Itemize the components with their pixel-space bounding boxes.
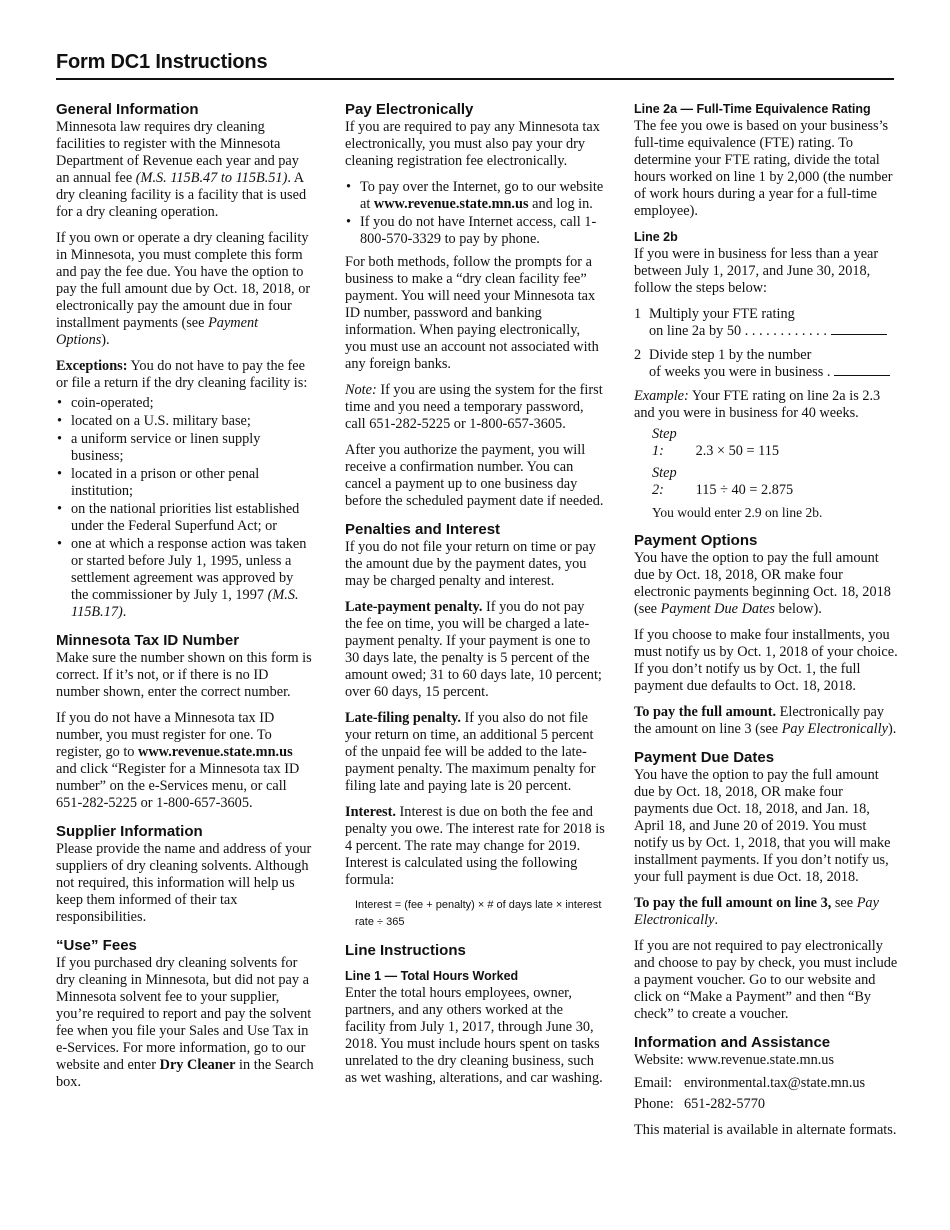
general-info-paragraph: Minnesota law requires dry cleaning facilities to register with the Minnesota Department of Revenue each year and pay an annual fee (M.S. 115B.47 to 115B.51). A dry cleaning facility is a facility that is used for a dry cleaning operation.: [56, 119, 307, 220]
general-info-option-paragraph: If you own or operate a dry cleaning facility in Minnesota, you must complete this form and pay the fee due. You have the option to pay the full amount due by Oct. 18, 2018, or electronically pay the amount due in four installment payments (see Payment Options).: [56, 230, 311, 348]
use-fees-paragraph: If you purchased dry cleaning solvents for dry cleaning in Minnesota, but did not pay a Minnesota solvent fee to your supplier, you’re required to report and pay the solvent fee when you file your Sales and Use Tax in e-Services. For more information, go to our website and enter Dry Cleaner in the Search box.: [56, 955, 314, 1090]
website-row: Website: www.revenue.state.mn.us: [634, 1052, 835, 1068]
confirmation-paragraph: After you authorize the payment, you will receive a confirmation number. You can cancel a payment up to one business day before the scheduled payment date if needed.: [345, 442, 604, 509]
late-filing-paragraph: Late-filing penalty. If you also do not file your return on time, an additional 5 percent of the unpaid fee will be added to the late-payment penalty. The maximum penalty for filing late and paying late is 20 percent.: [345, 710, 596, 794]
list-item: • a uniform service or linen supply business;: [56, 431, 314, 465]
line1-paragraph: Enter the total hours employees, owner, partners, and any others worked at the facility from July 1, 2017, through June 30, 2018. You must include hours spent on tasks unrelated to the dry cleaning business, such as wet washing, alterations, and car washing.: [345, 985, 603, 1086]
example-step-1: Step 1: 2.3 × 50 = 115: [652, 426, 780, 459]
page-title: Form DC1 Instructions: [56, 51, 268, 73]
installments-paragraph: If you choose to make four installments, you must notify us by Oct. 1, 2018 of your choice. If you don’t notify us by Oct. 1, the full payment due defaults to Oct. 18, 2018.: [634, 627, 898, 694]
column-3: [634, 101, 900, 1148]
supplier-paragraph: Please provide the name and address of your suppliers of dry cleaning solvents. Although not required, this information will help us keep them informed of their tax responsibilities.: [56, 841, 312, 925]
use-fees-heading: “Use” Fees: [56, 937, 137, 954]
example-note: You would enter 2.9 on line 2b.: [652, 505, 823, 520]
email-link[interactable]: environmental.tax@state.mn.us: [684, 1075, 866, 1091]
penalties-heading: Penalties and Interest: [345, 521, 501, 538]
payment-options-paragraph: You have the option to pay the full amount due by Oct. 18, 2018, OR make four electronic payments beginning Oct. 18, 2018 (see Payment Due Dates below).: [634, 550, 891, 617]
line2a-heading: Line 2a — Full-Time Equivalence Rating: [634, 102, 871, 116]
tax-id-heading: Minnesota Tax ID Number: [56, 632, 240, 649]
column-1: [56, 100, 314, 1100]
late-payment-paragraph: Late-payment penalty. If you do not pay the fee on time, you will be charged a late-payment penalty. If your payment is one to 30 days late, the penalty is 5 percent of the amount owed; 31 to 60 days late, 10 percent; over 60 days, 15 percent.: [345, 599, 602, 700]
interest-paragraph: Interest. Interest is due on both the fee and penalty you owe. The interest rate for 2018 is 4 percent. The rate may change for 2019. Interest is calculated using the following formula:: [345, 804, 605, 888]
list-item: • coin-operated;: [56, 395, 314, 412]
list-item: • on the national priorities list established under the Federal Superfund Act; or: [56, 501, 314, 535]
phone-number: 651-282-5770: [684, 1096, 766, 1112]
general-info-heading: General Information: [56, 101, 199, 118]
list-item: • located in a prison or other penal institution;: [56, 466, 314, 500]
line2a-paragraph: The fee you owe is based on your business’s full-time equivalence (FTE) rating. To determine your FTE rating, divide the total hours worked on line 1 by 2,000 (the number of work hours during a year for a full-time employee).: [634, 118, 893, 219]
example-step-2: Step 2: 115 ÷ 40 = 2.875: [652, 465, 794, 498]
list-item: • one at which a response action was taken or started before July 1, 1995, unless a settlement agreement was approved by the commissioner by July 1, 1997 (M.S. 115B.17).: [56, 536, 314, 621]
list-item: • To pay over the Internet, go to our website at www.revenue.state.mn.us and log in.: [345, 179, 605, 213]
line2b-step-2: 2 Divide step 1 by the number of weeks you were in business .: [634, 347, 900, 381]
penalties-paragraph: If you do not file your return on time or pay the amount due by the payment dates, you may be charged penalty and interest.: [345, 539, 596, 589]
example-paragraph: Example: Your FTE rating on line 2a is 2.3 and you were in business for 40 weeks.: [634, 388, 881, 421]
list-item: • located on a U.S. military base;: [56, 413, 314, 430]
step2-entry-line: [834, 365, 890, 376]
interest-formula: Interest = (fee + penalty) × # of days late × interest rate ÷ 365: [355, 899, 602, 928]
revenue-website-link[interactable]: www.revenue.state.mn.us: [138, 744, 293, 760]
exceptions-list: [56, 395, 314, 621]
step1-entry-line: [831, 324, 887, 335]
note-paragraph: Note: If you are using the system for the first time and you need a temporary password, call 651-282-5225 or 1-800-657-3605.: [345, 382, 603, 432]
phone-row: Phone: 651-282-5770: [634, 1096, 766, 1112]
column-2: [345, 100, 605, 1096]
exceptions-paragraph: Exceptions: You do not have to pay the fee or file a return if the dry cleaning facility is:: [56, 358, 308, 391]
line2b-step-1: 1 Multiply your FTE rating on line 2a by 50 . . . . . . . . . . . .: [634, 306, 900, 340]
tax-id-register-paragraph: If you do not have a Minnesota tax ID number, you must register for one. To register, go to www.revenue.state.mn.us and click “Register for a Minnesota tax ID number” on the e-Services menu, or call 651-282-5225 or 1-800-657-3605.: [56, 710, 300, 811]
revenue-website-link[interactable]: www.revenue.state.mn.us: [373, 196, 529, 212]
payment-options-heading: Payment Options: [634, 532, 758, 549]
email-row: Email: environmental.tax@state.mn.us: [634, 1075, 866, 1091]
pay-electronically-heading: Pay Electronically: [345, 101, 474, 118]
line2b-paragraph: If you were in business for less than a year between July 1, 2017, and June 30, 2018, follow the steps below:: [634, 246, 879, 296]
info-heading: Information and Assistance: [634, 1034, 831, 1051]
due-dates-paragraph: You have the option to pay the full amount due by Oct. 18, 2018, OR make four payments due Oct. 18, 2018, and Jan. 18, April 18, and June 20 of 2019. You must notify us by Oct. 1, 2018, that you will make installment payments. If you don’t notify us, your full payment is due Oct. 18, 2018.: [634, 767, 891, 885]
pay-methods-list: [345, 179, 605, 248]
line3-paragraph: To pay the full amount on line 3, see Pay Electronically.: [634, 895, 879, 928]
check-payment-paragraph: If you are not required to pay electronically and choose to pay by check, you must include a payment voucher. Go to our website and click on “Make a Payment” and then “By check” to create a voucher.: [634, 938, 898, 1022]
tax-id-paragraph: Make sure the number shown on this form is correct. If it’s not, or if there is no ID number shown, enter the correct number.: [56, 650, 312, 700]
full-amount-paragraph: To pay the full amount. Electronically pay the amount on line 3 (see Pay Electronically).: [634, 704, 897, 737]
due-dates-heading: Payment Due Dates: [634, 749, 775, 766]
line-instructions-heading: Line Instructions: [345, 942, 466, 959]
alt-format-paragraph: This material is available in alternate formats.: [634, 1122, 897, 1138]
website-link[interactable]: www.revenue.state.mn.us: [687, 1052, 835, 1068]
title-divider: [56, 78, 894, 80]
supplier-heading: Supplier Information: [56, 823, 203, 840]
list-item: • If you do not have Internet access, call 1-800-570-3329 to pay by phone.: [345, 214, 605, 248]
line2b-heading: Line 2b: [634, 230, 678, 244]
pay-electronically-paragraph: If you are required to pay any Minnesota tax electronically, you must also pay your dry cleaning registration fee electronically.: [345, 119, 600, 169]
both-methods-paragraph: For both methods, follow the prompts for a business to make a “dry clean facility fee” payment. You will need your Minnesota tax ID number, password and banking information. When paying electronically, you must use an account not associated with any foreign banks.: [345, 254, 599, 372]
line1-heading: Line 1 — Total Hours Worked: [345, 969, 519, 983]
